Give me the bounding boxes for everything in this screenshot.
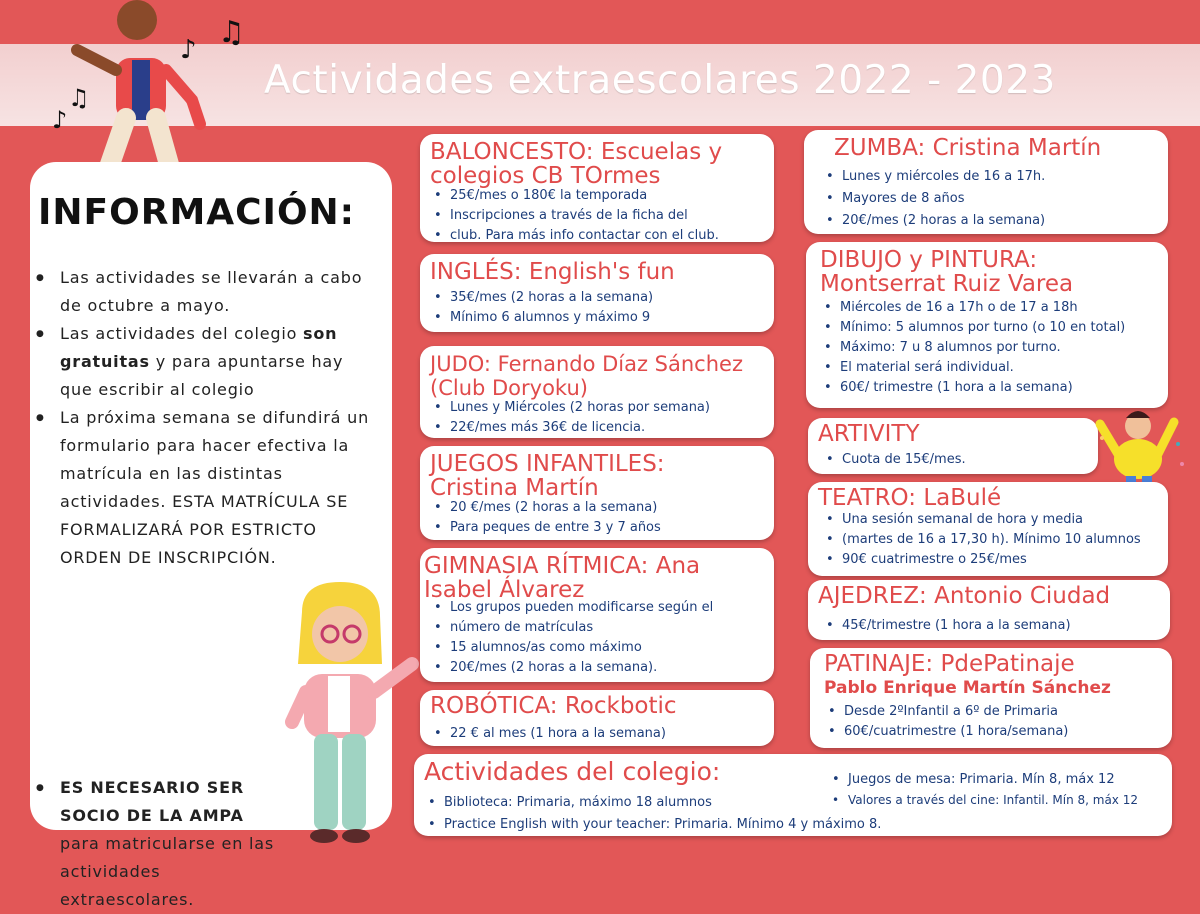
card-title: DIBUJO y PINTURA: (820, 247, 1038, 273)
list-item: • 20€/mes (2 horas a la semana). (450, 658, 713, 678)
card-title: AJEDREZ: Antonio Ciudad (818, 583, 1111, 609)
card-baloncesto (420, 134, 774, 242)
card-title: JUEGOS INFANTILES: (430, 451, 665, 477)
list-item: • Para peques de entre 3 y 7 años (450, 518, 661, 538)
card-title: ROBÓTICA: Rockbotic (430, 693, 677, 719)
card-list (426, 724, 666, 744)
list-item: • 25€/mes o 180€ la temporada (450, 186, 719, 206)
list-item: • número de matrículas (450, 618, 713, 638)
card-teatro (808, 482, 1168, 576)
card-title: TEATRO: LaBulé (818, 485, 1002, 511)
card-header (818, 584, 1110, 608)
girl-character-illustration (262, 582, 422, 848)
card-ajedrez (808, 580, 1170, 640)
card-subtitle: Montserrat Ruiz Varea (820, 271, 1074, 297)
card-title: ZUMBA: Cristina Martín (834, 135, 1102, 161)
card-patinaje (810, 648, 1172, 748)
list-item: • 20€/mes (2 horas a la semana) (842, 210, 1045, 232)
info-text: para matricularse en las actividades extraescolares. (60, 834, 275, 909)
card-list (818, 510, 1141, 570)
card-list (818, 616, 1071, 636)
list-item: • Una sesión semanal de hora y media (842, 510, 1141, 530)
card-title: BALONCESTO: Escuelas y (430, 139, 723, 165)
info-text: y para apuntarse hay que escribir al colegio (60, 352, 344, 399)
info-item: ● Las actividades se llevarán a cabo de octubre a mayo. (60, 264, 376, 320)
page-title: Actividades extraescolares 2022 - 2023 (264, 58, 1056, 103)
info-emphasis: ES NECESARIO SER SOCIO DE LA AMPA (60, 778, 244, 825)
list-item: • Miércoles de 16 a 17h o de 17 a 18h (840, 298, 1125, 318)
card-header (430, 452, 665, 500)
card-header (818, 422, 920, 446)
list-item: • 60€/cuatrimestre (1 hora/semana) (844, 722, 1068, 742)
card-header (430, 260, 675, 284)
list-item: • Lunes y Miércoles (2 horas por semana) (450, 398, 710, 418)
card-zumba (804, 130, 1168, 234)
list-item: • 90€ cuatrimestre o 25€/mes (842, 550, 1141, 570)
card-subtitle: Isabel Álvarez (424, 577, 585, 603)
card-list (820, 702, 1068, 742)
list-item: • (martes de 16 a 17,30 h). Mínimo 10 alumnos (842, 530, 1141, 550)
card-header (824, 652, 1111, 698)
info-list-lower (60, 774, 280, 914)
card-list (420, 792, 881, 836)
card-list (816, 298, 1125, 398)
info-item (60, 774, 280, 914)
card-subtitle: Cristina Martín (430, 475, 599, 501)
card-judo (420, 346, 774, 438)
card-list (818, 166, 1045, 232)
card-header (834, 136, 1101, 160)
list-item: • Lunes y miércoles de 16 a 17h. (842, 166, 1045, 188)
card-list (426, 186, 719, 246)
list-item: • club. Para más info contactar con el club. (450, 226, 719, 246)
info-item: ● La próxima semana se difundirá un formulario para hacer efectiva la matrícula en las distintas actividades. ESTA MATRÍCULA SE FORMALIZARÁ POR ESTRICTO ORDEN DE INSCRIPCIÓN. (60, 404, 376, 572)
list-item: • Mínimo: 5 alumnos por turno (o 10 en total) (840, 318, 1125, 338)
list-item: • Desde 2ºInfantil a 6º de Primaria (844, 702, 1068, 722)
card-robotica (420, 690, 774, 746)
card-subtitle: Pablo Enrique Martín Sánchez (824, 678, 1111, 698)
svg-text:♪: ♪ (180, 35, 197, 65)
card-list (426, 288, 653, 328)
list-item: • Mínimo 6 alumnos y máximo 9 (450, 308, 653, 328)
list-item: • Máximo: 7 u 8 alumnos por turno. (840, 338, 1125, 358)
card-header (430, 352, 743, 400)
card-dibujo (806, 242, 1168, 408)
card-title: Actividades del colegio: (424, 757, 721, 786)
card-header (818, 486, 1001, 510)
list-item: • 20 €/mes (2 horas a la semana) (450, 498, 661, 518)
card-header (424, 757, 721, 786)
card-subtitle: (Club Doryoku) (430, 376, 588, 400)
list-item: • El material será individual. (840, 358, 1125, 378)
list-item: • Juegos de mesa: Primaria. Mín 8, máx 12 (848, 770, 1138, 790)
card-list (426, 498, 661, 538)
card-juegos (420, 446, 774, 540)
card-title: INGLÉS: English's fun (430, 259, 675, 285)
card-ingles (420, 254, 774, 332)
list-item: • 22€/mes más 36€ de licencia. (450, 418, 710, 438)
info-emphasis: son gratuitas (60, 324, 338, 371)
list-item: • 22 € al mes (1 hora a la semana) (450, 724, 666, 744)
list-item: • Valores a través del cine: Infantil. Mín 8, máx 12 (848, 790, 1138, 810)
card-header (424, 554, 700, 602)
card-title: PATINAJE: PdePatinaje (824, 651, 1075, 677)
list-item: • Mayores de 8 años (842, 188, 1045, 210)
svg-text:♫: ♫ (68, 84, 90, 112)
list-item: • Biblioteca: Primaria, máximo 18 alumnos (444, 792, 881, 814)
list-item: • Los grupos pueden modificarse según el (450, 598, 713, 618)
list-item: • Inscripciones a través de la ficha del (450, 206, 719, 226)
list-item: • Practice English with your teacher: Primaria. Mínimo 4 y máximo 8. (444, 814, 881, 836)
card-list-right (824, 770, 1138, 810)
card-subtitle: colegios CB TOrmes (430, 163, 661, 189)
card-title: JUDO: Fernando Díaz Sánchez (430, 352, 743, 376)
card-list (426, 398, 710, 438)
card-title: GIMNASIA RÍTMICA: Ana (424, 553, 701, 579)
card-gimnasia (420, 548, 774, 682)
list-item: • 15 alumnos/as como máximo (450, 638, 713, 658)
info-item (60, 320, 376, 404)
svg-text:♪: ♪ (52, 106, 68, 134)
card-list (818, 450, 966, 470)
card-header (430, 694, 677, 718)
card-artivity (808, 418, 1098, 474)
list-item: • 35€/mes (2 horas a la semana) (450, 288, 653, 308)
list-item: • 45€/trimestre (1 hora a la semana) (842, 616, 1071, 636)
info-list (30, 264, 376, 572)
card-colegio (414, 754, 1172, 836)
card-title: ARTIVITY (818, 421, 920, 447)
card-header (430, 140, 722, 188)
card-header (820, 248, 1073, 296)
info-heading: INFORMACIÓN: (38, 192, 356, 233)
svg-text:♫: ♫ (218, 15, 245, 50)
list-item: • Cuota de 15€/mes. (842, 450, 966, 470)
info-text: Las actividades del colegio (60, 324, 304, 343)
list-item: • 60€/ trimestre (1 hora a la semana) (840, 378, 1125, 398)
card-list (426, 598, 713, 678)
